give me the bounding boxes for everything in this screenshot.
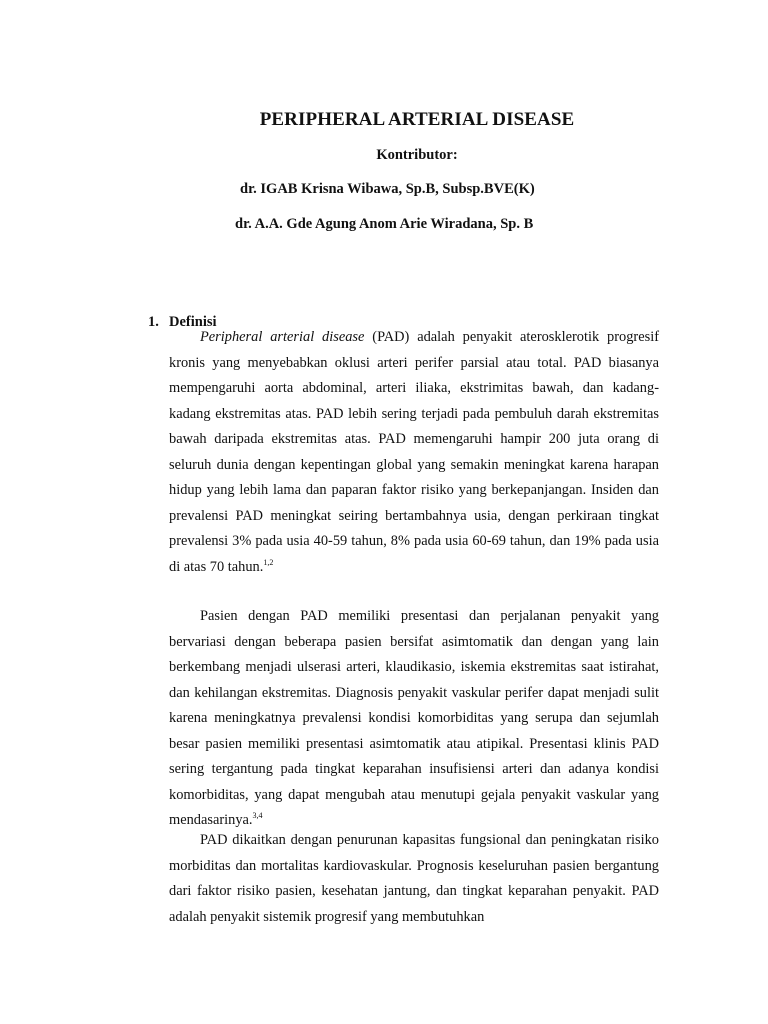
paragraph-3-text: PAD dikaitkan dengan penurunan kapasitas fungsional dan peningkatan risiko morbiditas dan mortalitas kardiovaskular. Prognosis keseluruhan pasien bergantung dari faktor risiko pasien, kesehatan jantung, dan tingkat keparahan penyakit. PAD adalah penyakit sistemik progresif yang membutuhkan	[169, 832, 659, 925]
paragraph-1-text: (PAD) adalah penyakit aterosklerotik progresif kronis yang menyebabkan oklusi arteri perifer parsial atau total. PAD biasanya mempengaruhi aorta abdominal, arteri iliaka, ekstrimitas bawah, dan kadang- kadang ekstremitas atas. PAD lebih sering terjadi pada pembuluh darah ekstremitas bawah daripada ekstremitas atas. PAD memengaruhi hampir 200 juta orang di seluruh dunia dengan kepentingan global yang semakin meningkat karena harapan hidup yang lebih lama dan paparan faktor risiko yang berkepanjangan. Insiden dan prevalensi PAD meningkat seiring bertambahnya usia, dengan perkiraan tingkat prevalensi 3% pada usia 40-59 tahun, 8% pada usia 60-69 tahun, dan 19% pada usia di atas 70 tahun.	[169, 329, 659, 575]
paragraph-1	[169, 325, 659, 580]
paragraph-3	[169, 828, 659, 930]
paragraph-2-text: Pasien dengan PAD memiliki presentasi dan perjalanan penyakit yang bervariasi dengan beberapa pasien bersifat asimtomatik dan dengan yang lain berkembang menjadi ulserasi arteri, klaudikasio, iskemia ekstremitas saat istirahat, dan kehilangan ekstremitas. Diagnosis penyakit vaskular perifer dapat menjadi sulit karena meningkatnya prevalensi kondisi komorbiditas yang serupa dan sejumlah besar pasien memiliki presentasi asimtomatik atau atipikal. Presentasi klinis PAD sering tergantung pada tingkat keparahan insufisiensi arteri dan adanya kondisi komorbiditas, yang dapat mengubah atau menutupi gejala penyakit vaskular yang mendasarinya.	[169, 608, 659, 828]
section-title: Definisi	[169, 314, 217, 330]
author-1: dr. IGAB Krisna Wibawa, Sp.B, Subsp.BVE(K)	[240, 181, 535, 197]
paragraph-2	[169, 604, 659, 834]
contributor-label: Kontributor:	[376, 147, 458, 163]
author-2: dr. A.A. Gde Agung Anom Arie Wiradana, Sp. B	[235, 216, 534, 232]
document-title: PERIPHERAL ARTERIAL DISEASE	[259, 109, 575, 130]
citation-ref: 3,4	[252, 811, 263, 820]
citation-ref: 1,2	[263, 557, 274, 567]
term-italic: Peripheral arterial disease	[200, 329, 365, 345]
section-number: 1.	[148, 314, 159, 330]
